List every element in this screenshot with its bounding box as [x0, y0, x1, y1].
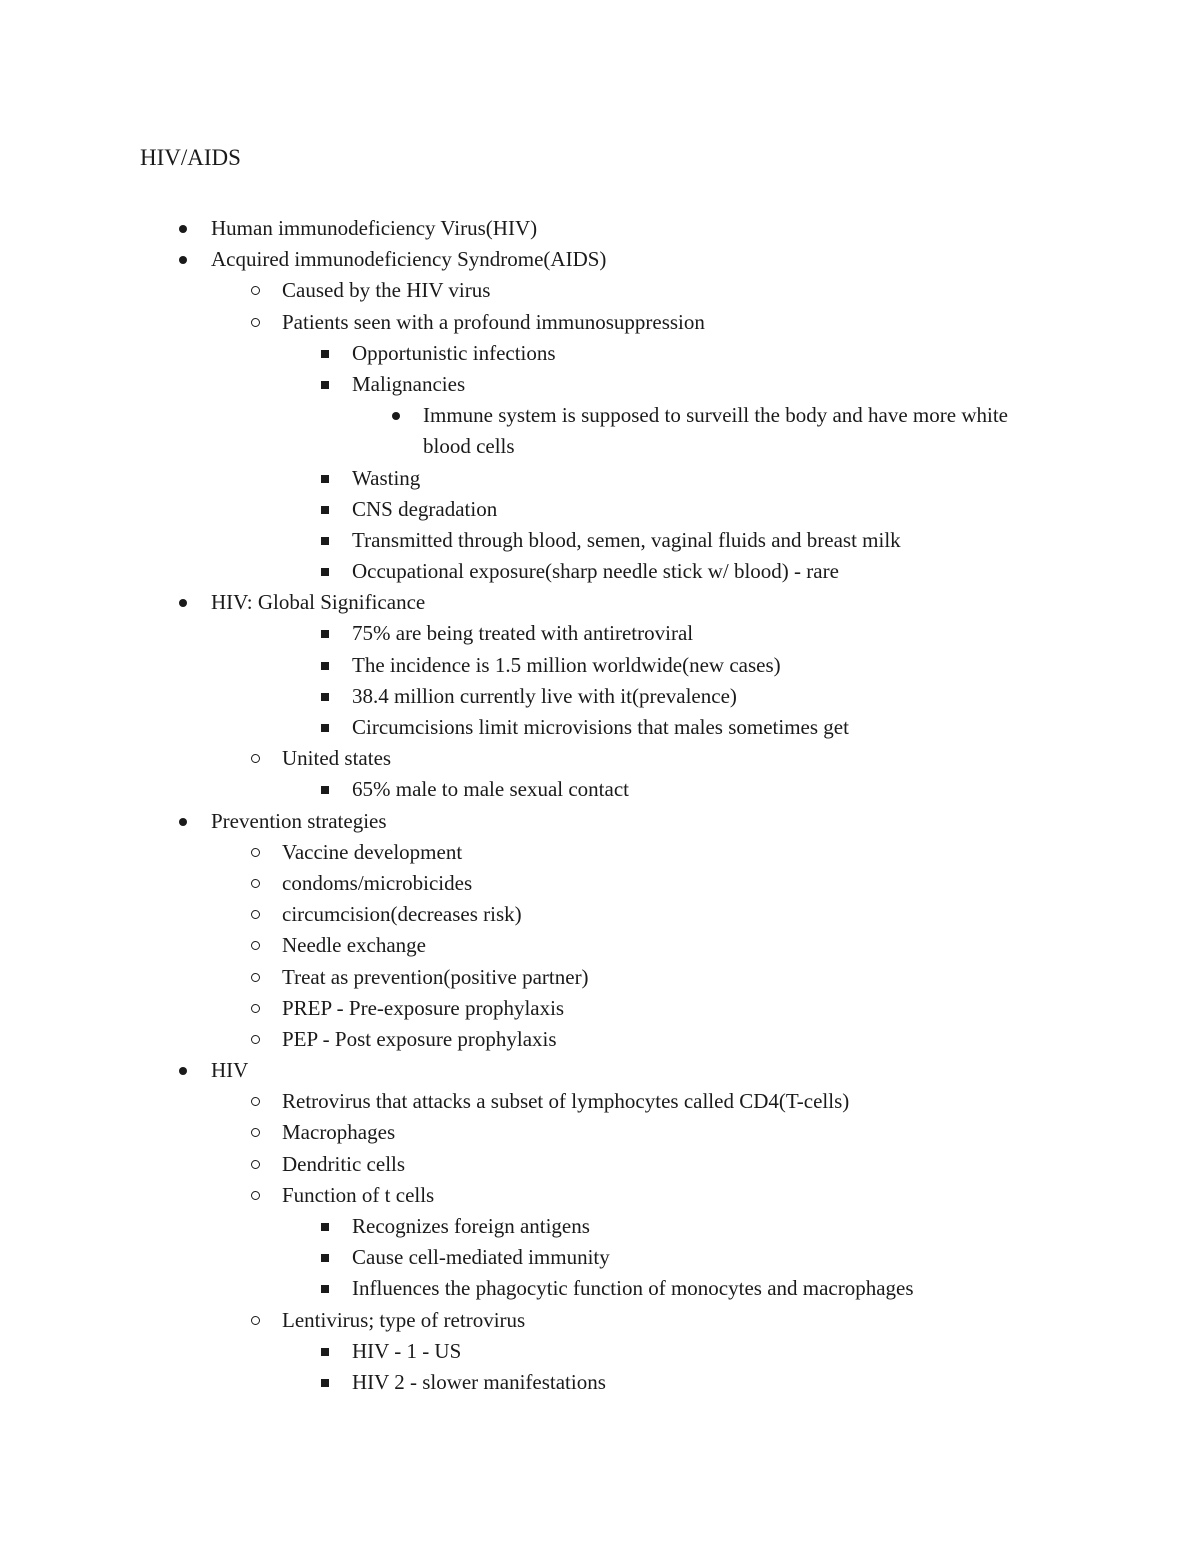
list-item-text: Needle exchange	[282, 933, 426, 958]
list-item	[0, 1180, 1200, 1211]
list-item	[0, 525, 1200, 556]
list-item-text: Malignancies	[352, 371, 466, 396]
list-item-text: United states	[282, 746, 392, 771]
bullet-circle-icon	[248, 1180, 264, 1211]
list-item	[0, 962, 1200, 993]
list-item	[0, 1367, 1200, 1398]
list-item	[0, 1211, 1200, 1242]
list-item	[0, 556, 1200, 587]
list-item	[0, 1242, 1200, 1273]
list-item-text: Human immunodeficiency Virus(HIV)	[211, 216, 538, 240]
bullet-square-icon	[318, 463, 334, 494]
bullet-square-icon	[318, 1367, 334, 1398]
list-item-text: Cause cell-mediated immunity	[352, 1245, 610, 1270]
list-item	[0, 1305, 1200, 1336]
bullet-square-icon	[318, 681, 334, 712]
list-item-text: Macrophages	[282, 1120, 396, 1145]
list-item	[0, 1336, 1200, 1367]
list-item-text: 75% are being treated with antiretroviral	[352, 621, 694, 646]
list-item-text: Prevention strategies	[211, 808, 387, 833]
list-item-text: circumcision(decreases risk)	[282, 902, 522, 927]
bullet-circle-icon	[248, 837, 264, 868]
list-item	[0, 774, 1200, 805]
list-item	[0, 837, 1200, 868]
list-item-text: 65% male to male sexual contact	[352, 777, 629, 802]
bullet-circle-icon	[248, 899, 264, 930]
list-item-text: Vaccine development	[282, 839, 463, 864]
list-item	[0, 650, 1200, 681]
list-item	[0, 587, 1200, 618]
list-item	[0, 899, 1200, 930]
bullet-circle-icon	[248, 962, 264, 993]
list-item	[0, 868, 1200, 899]
bullet-circle-icon	[248, 993, 264, 1024]
list-item	[0, 930, 1200, 961]
bullet-circle-icon	[248, 1117, 264, 1148]
bullet-square-icon	[318, 712, 334, 743]
bullet-square-icon	[318, 556, 334, 587]
bullet-square-icon	[318, 1273, 334, 1304]
list-item	[0, 993, 1200, 1024]
bullet-disc-icon	[176, 587, 192, 618]
list-item	[0, 806, 1200, 837]
list-item	[0, 213, 1200, 244]
list-item	[0, 307, 1200, 338]
list-item-text: Caused by the HIV virus	[282, 278, 491, 303]
bullet-square-icon	[318, 1242, 334, 1273]
list-item-text: Dendritic cells	[282, 1151, 406, 1176]
list-item-text: condoms/microbicides	[282, 870, 473, 895]
list-item-text: The incidence is 1.5 million worldwide(new cases)	[352, 652, 781, 677]
list-item-text: HIV 2 - slower manifestations	[352, 1369, 606, 1394]
bullet-circle-icon	[248, 1149, 264, 1180]
list-item-text: Transmitted through blood, semen, vaginal fluids and breast milk	[352, 527, 901, 552]
bullet-circle-icon	[248, 1024, 264, 1055]
list-item	[0, 681, 1200, 712]
list-item-text: Immune system is supposed to surveill the body and have more white blood cells	[423, 403, 1008, 459]
bullet-circle-icon	[248, 930, 264, 961]
list-item-text: Recognizes foreign antigens	[352, 1214, 590, 1239]
bullet-circle-icon	[248, 743, 264, 774]
bullet-outline	[0, 213, 1200, 1398]
bullet-square-icon	[318, 494, 334, 525]
list-item-text: 38.4 million currently live with it(prevalence)	[352, 683, 737, 708]
list-item	[0, 369, 1200, 400]
list-item	[0, 463, 1200, 494]
list-item	[0, 275, 1200, 306]
list-item-text: Lentivirus; type of retrovirus	[282, 1307, 526, 1332]
list-item	[0, 1117, 1200, 1148]
bullet-square-icon	[318, 618, 334, 649]
list-item-text: Influences the phagocytic function of monocytes and macrophages	[352, 1276, 914, 1301]
bullet-circle-icon	[248, 1305, 264, 1336]
bullet-square-icon	[318, 338, 334, 369]
list-item	[0, 400, 1200, 462]
bullet-disc-icon	[176, 806, 192, 837]
list-item-text: Patients seen with a profound immunosuppression	[282, 309, 705, 334]
list-item	[0, 338, 1200, 369]
list-item	[0, 712, 1200, 743]
list-item-text: Circumcisions limit microvisions that males sometimes get	[352, 715, 849, 740]
list-item-text: Retrovirus that attacks a subset of lymphocytes called CD4(T-cells)	[282, 1089, 850, 1114]
page-title: HIV/AIDS	[140, 145, 241, 170]
bullet-disc-icon	[176, 213, 192, 244]
list-item	[0, 618, 1200, 649]
bullet-square-icon	[318, 650, 334, 681]
bullet-disc-icon	[389, 400, 405, 431]
bullet-circle-icon	[248, 275, 264, 306]
bullet-disc-icon	[176, 244, 192, 275]
list-item	[0, 494, 1200, 525]
list-item	[0, 1055, 1200, 1086]
list-item	[0, 1149, 1200, 1180]
list-item-text: Treat as prevention(positive partner)	[282, 964, 589, 989]
list-item	[0, 743, 1200, 774]
list-item-text: Acquired immunodeficiency Syndrome(AIDS)	[211, 247, 607, 272]
list-item-text: HIV - 1 - US	[352, 1338, 462, 1363]
bullet-square-icon	[318, 774, 334, 805]
bullet-square-icon	[318, 525, 334, 556]
list-item-text: Wasting	[352, 465, 421, 490]
bullet-disc-icon	[176, 1055, 192, 1086]
bullet-square-icon	[318, 1336, 334, 1367]
list-item-text: PREP - Pre-exposure prophylaxis	[282, 995, 565, 1020]
list-item	[0, 244, 1200, 275]
bullet-circle-icon	[248, 307, 264, 338]
list-item	[0, 1024, 1200, 1055]
list-item-text: Function of t cells	[282, 1182, 435, 1207]
list-item-text: HIV	[211, 1058, 249, 1083]
list-item	[0, 1273, 1200, 1304]
bullet-circle-icon	[248, 868, 264, 899]
bullet-circle-icon	[248, 1086, 264, 1117]
list-item-text: CNS degradation	[352, 496, 498, 521]
bullet-square-icon	[318, 1211, 334, 1242]
bullet-square-icon	[318, 369, 334, 400]
list-item	[0, 1086, 1200, 1117]
list-item-text: PEP - Post exposure prophylaxis	[282, 1026, 557, 1051]
list-item-text: HIV: Global Significance	[211, 590, 426, 615]
list-item-text: Opportunistic infections	[352, 340, 556, 365]
list-item-text: Occupational exposure(sharp needle stick w/ blood) - rare	[352, 559, 839, 584]
